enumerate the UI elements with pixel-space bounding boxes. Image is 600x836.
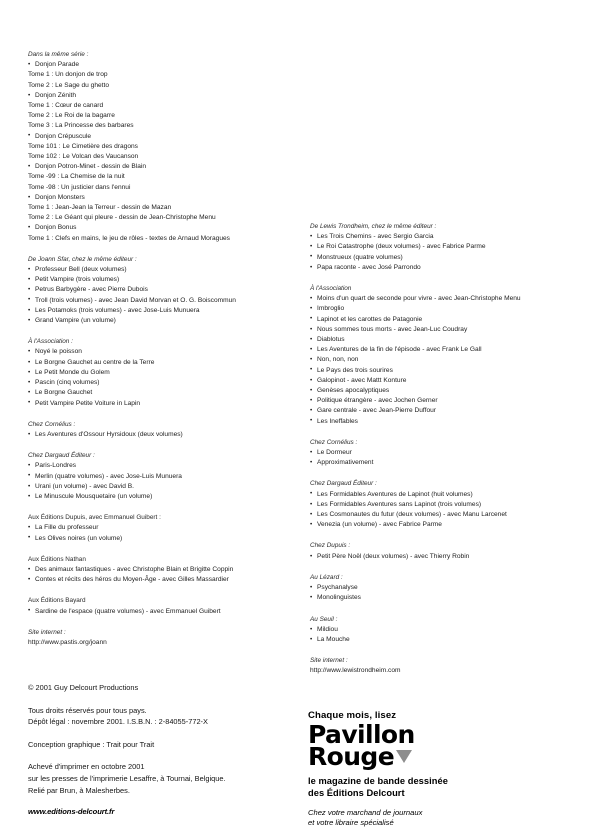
- pavillon-rouge-logo: [308, 720, 558, 771]
- bibliography-entry: • Donjon Bonus: [28, 223, 292, 233]
- bibliography-entry: Tome 2 : Le Géant qui pleure - dessin de Jean-Christophe Menu: [28, 214, 216, 222]
- bibliography-block: [310, 479, 574, 530]
- bibliography-entry: • Des animaux fantastiques - avec Christophe Blain et Brigitte Coppin: [28, 565, 292, 575]
- design-group: [28, 739, 290, 751]
- website-link[interactable]: http://www.pastis.org/joann: [28, 638, 107, 646]
- pavillon-rouge-advert: [308, 710, 558, 829]
- logo-word-pavillon: Pavillon: [308, 720, 415, 749]
- bibliography-entry: • Les Trois Chemins - avec Sergio Garcia: [310, 232, 574, 242]
- bibliography-entry: • Les Olives noires (un volume): [28, 534, 292, 544]
- bibliography-entry: Tome 2 : Le Roi de la bagarre: [28, 112, 115, 120]
- bibliography-entry: Tome 3 : La Princesse des barbares: [28, 122, 134, 130]
- advert-subtitle: [308, 775, 558, 800]
- bibliography-entry: • Diablotus: [310, 335, 574, 345]
- bibliography-entry: • Gare centrale - avec Jean-Pierre Duffour: [310, 406, 574, 416]
- advert-subtitle-line-2: des Éditions Delcourt: [308, 788, 405, 799]
- bibliography-entry: • Grand Vampire (un volume): [28, 316, 292, 326]
- colophon-block: [28, 682, 290, 816]
- bibliography-entry: • Noyé le poisson: [28, 347, 292, 357]
- bibliography-entry: Tome 102 : Le Volcan des Vaucanson: [28, 153, 139, 161]
- bibliography-block: [310, 541, 574, 561]
- publisher-website-group: [28, 807, 290, 816]
- bibliography-block-heading: De Lewis Trondheim, chez le même éditeur :: [310, 223, 437, 230]
- bibliography-entry: • Donjon Monsters: [28, 193, 292, 203]
- logo-line-2: [308, 742, 558, 771]
- bibliography-entry: • Petrus Barbygère - avec Pierre Dubois: [28, 285, 292, 295]
- bibliography-block-heading: Au Seuil :: [310, 615, 338, 623]
- left-column-blocks: [28, 50, 292, 648]
- bibliography-entry: • Les Aventures de la fin de l'épisode - avec Frank Le Gall: [310, 345, 574, 355]
- bibliography-entry: • Troll (trois volumes) - avec Jean David Morvan et O. G. Boiscommun: [28, 296, 292, 306]
- bibliography-entry: • Donjon Zénith: [28, 91, 292, 101]
- bibliography-entry: • Donjon Crépuscule: [28, 132, 292, 142]
- bibliography-block-heading: Site internet :: [310, 657, 348, 665]
- bibliography-block-heading: De Joann Sfar, chez le même éditeur :: [28, 255, 137, 263]
- bibliography-entry: • Psychanalyse: [310, 583, 574, 593]
- bibliography-entry: • Genèses apocalyptiques: [310, 386, 574, 396]
- triangle-down-icon: [396, 750, 412, 763]
- bibliography-entry: • Monolinguistes: [310, 593, 574, 603]
- bibliography-block: [310, 615, 574, 646]
- bibliography-entry: • Les Ineffables: [310, 417, 574, 427]
- bibliography-entry: • Le Pays des trois sourires: [310, 366, 574, 376]
- bibliography-entry: • Petit Père Noël (deux volumes) - avec Thierry Robin: [310, 552, 574, 562]
- bibliography-entry: • Approximativement: [310, 458, 574, 468]
- bibliography-entry: • Moins d'un quart de seconde pour vivre - avec Jean-Christophe Menu: [310, 294, 574, 304]
- bibliography-block-heading: Site internet :: [28, 628, 66, 636]
- bibliography-block-heading: Chez Dargaud Éditeur :: [28, 452, 95, 460]
- advert-subtitle-line-1: le magazine de bande dessinée: [308, 776, 448, 786]
- bibliography-block: [28, 513, 292, 544]
- bibliography-entry: • Le Petit Monde du Golem: [28, 368, 292, 378]
- bibliography-entry: • Le Borgne Gauchet au centre de la Terre: [28, 358, 292, 368]
- bibliography-entry: • Le Dormeur: [310, 448, 574, 458]
- bibliography-block: [310, 222, 574, 273]
- bibliography-block: [310, 573, 574, 604]
- printing-group: [28, 761, 290, 796]
- bibliography-entry: • Les Cosmonautes du futur (deux volumes) - avec Manu Larcenet: [310, 510, 574, 520]
- bibliography-block: [28, 451, 292, 502]
- copyright-line: © 2001 Guy Delcourt Productions: [28, 683, 139, 692]
- bibliography-block-heading: Aux Éditions Bayard: [28, 597, 86, 605]
- bibliography-entry: • Merlin (quatre volumes) - avec Jose-Luis Munuera: [28, 472, 292, 482]
- printing-line-1: Achevé d'imprimer en octobre 2001: [28, 762, 145, 772]
- bibliography-entry: • Les Formidables Aventures sans Lapinot (trois volumes): [310, 500, 574, 510]
- bibliography-entry: • Monstrueux (quatre volumes): [310, 253, 574, 263]
- bibliography-entry: • Professeur Bell (deux volumes): [28, 265, 292, 275]
- bibliography-block: [310, 284, 574, 427]
- bibliography-entry: Tome -99 : La Chemise de la nuit: [28, 173, 125, 181]
- bibliography-entry: • Urani (un volume) - avec David B.: [28, 482, 292, 492]
- bibliography-entry: • Le Borgne Gauchet: [28, 388, 292, 398]
- bibliography-entry: • Galopinot - avec Mattt Konture: [310, 376, 574, 386]
- bibliography-section: [28, 50, 574, 677]
- bibliography-entry: • Venezia (un volume) - avec Fabrice Parme: [310, 520, 574, 530]
- advert-footer-line-2: et votre libraire spécialisé: [308, 818, 394, 828]
- bibliography-entry: • Petit Vampire (trois volumes): [28, 275, 292, 285]
- bibliography-entry: Tome -98 : Un justicier dans l'ennui: [28, 183, 131, 191]
- printing-line-3: Relié par Brun, à Malesherbes.: [28, 785, 130, 795]
- right-column-blocks: [310, 222, 574, 677]
- bibliography-entry: Tome 1 : Jean-Jean la Terreur - dessin de Mazan: [28, 204, 172, 212]
- bibliography-block-heading: Chez Cornélius :: [28, 420, 76, 428]
- advert-footer-line-1: Chez votre marchand de journaux: [308, 807, 423, 817]
- bibliography-block: [28, 555, 292, 586]
- design-credit-line: Conception graphique : Trait pour Trait: [28, 739, 155, 749]
- bibliography-left-column: [28, 50, 292, 648]
- bibliography-block-heading: Aux Éditions Nathan: [28, 555, 86, 563]
- bibliography-block: [28, 255, 292, 326]
- advert-footer: [308, 808, 558, 829]
- bibliography-entry: Tome 101 : Le Cimetière des dragons: [28, 142, 138, 150]
- bibliography-block-heading: À l'Association :: [28, 338, 73, 346]
- publisher-website-link[interactable]: www.editions-delcourt.fr: [28, 807, 115, 817]
- bibliography-entry: • Pascin (cinq volumes): [28, 378, 292, 388]
- bibliography-block: [310, 438, 574, 469]
- bibliography-entry: • Politique étrangère - avec Jochen Gerner: [310, 396, 574, 406]
- bibliography-entry: • Les Formidables Aventures de Lapinot (huit volumes): [310, 490, 574, 500]
- bibliography-entry: • Le Roi Catastrophe (deux volumes) - avec Fabrice Parme: [310, 242, 574, 252]
- bibliography-entry: Tome 2 : Le Sage du ghetto: [28, 81, 110, 89]
- bibliography-entry: Tome 1 : Cœur de canard: [28, 102, 104, 110]
- printing-line-2: sur les presses de l'imprimerie Lesaffre, à Tournai, Belgique.: [28, 773, 226, 783]
- legal-group: [28, 705, 290, 728]
- bibliography-entry: • Donjon Potron-Minet - dessin de Blain: [28, 162, 292, 172]
- bibliography-entry: • La Mouche: [310, 635, 574, 645]
- bibliography-entry: Tome 1 : Un donjon de trop: [28, 71, 108, 79]
- advert-kicker: Chaque mois, lisez: [308, 710, 397, 721]
- bibliography-entry: • Contes et récits des héros du Moyen-Âge - avec Gilles Massardier: [28, 575, 292, 585]
- bibliography-entry: • Le Minuscule Mousquetaire (un volume): [28, 492, 292, 502]
- bibliography-entry: • Lapinot et les carottes de Patagonie: [310, 315, 574, 325]
- bibliography-entry: • Les Potamoks (trois volumes) - avec Jose-Luis Munuera: [28, 306, 292, 316]
- website-link[interactable]: http://www.lewistrondheim.com: [310, 667, 401, 675]
- bibliography-entry: • Donjon Parade: [28, 60, 292, 70]
- copyright-group: [28, 682, 290, 694]
- bibliography-block-heading: Aux Éditions Dupuis, avec Emmanuel Guibert :: [28, 514, 161, 522]
- bibliography-entry: • Petit Vampire Petite Voiture in Lapin: [28, 399, 292, 409]
- bibliography-block: [28, 628, 292, 648]
- bibliography-block: [310, 656, 574, 676]
- bibliography-block: [28, 337, 292, 408]
- bibliography-right-column: [310, 50, 574, 677]
- bibliography-entry: • Mildiou: [310, 625, 574, 635]
- bibliography-block-heading: À l'Association: [310, 285, 352, 293]
- bibliography-block-heading: Chez Dargaud Éditeur :: [310, 480, 377, 488]
- bibliography-entry: • Paris-Londres: [28, 461, 292, 471]
- logo-word-rouge: Rouge: [308, 742, 395, 771]
- bibliography-block: [28, 596, 292, 616]
- bibliography-entry: • Imbroglio: [310, 304, 574, 314]
- bibliography-entry: • Non, non, non: [310, 355, 574, 365]
- bibliography-block-heading: Chez Dupuis :: [310, 542, 351, 550]
- bibliography-entry: • La Fille du professeur: [28, 523, 292, 533]
- bibliography-block-heading: Au Lézard :: [310, 573, 343, 581]
- rights-line: Tous droits réservés pour tous pays.: [28, 705, 147, 715]
- legal-deposit-line: Dépôt légal : novembre 2001. I.S.B.N. : 2-84055-772-X: [28, 717, 208, 727]
- bibliography-entry: • Sardine de l'espace (quatre volumes) - avec Emmanuel Guibert: [28, 607, 292, 617]
- bibliography-entry: • Les Aventures d'Ossour Hyrsidoux (deux volumes): [28, 430, 292, 440]
- bibliography-block: [28, 50, 292, 244]
- bibliography-entry: • Nous sommes tous morts - avec Jean-Luc Coudray: [310, 325, 574, 335]
- bibliography-block-heading: Dans la même série :: [28, 51, 89, 58]
- bibliography-block: [28, 420, 292, 440]
- bibliography-block-heading: Chez Cornélius :: [310, 438, 358, 446]
- bibliography-entry: Tome 1 : Clefs en mains, le jeu de rôles - textes de Arnaud Moragues: [28, 234, 230, 242]
- bibliography-entry: • Papa raconte - avec José Parrondo: [310, 263, 574, 273]
